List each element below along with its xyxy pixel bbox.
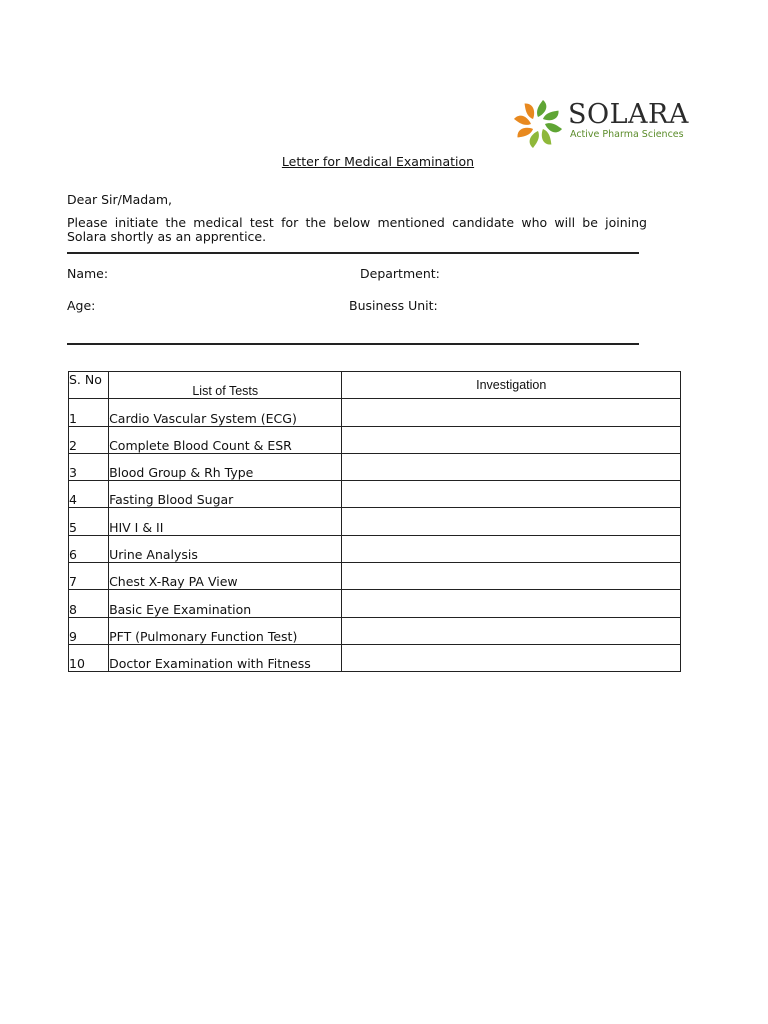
row-sno: 6 <box>69 535 109 562</box>
logo-petal <box>514 116 531 125</box>
row-sno: 2 <box>69 426 109 453</box>
row-test-name: PFT (Pulmonary Function Test) <box>109 617 342 644</box>
row-investigation-cell[interactable] <box>342 426 681 453</box>
row-sno: 7 <box>69 563 109 590</box>
logo-petal <box>537 100 546 117</box>
row-investigation-cell[interactable] <box>342 399 681 426</box>
row-test-name: Cardio Vascular System (ECG) <box>109 399 342 426</box>
company-logo <box>510 98 690 150</box>
table-row <box>69 426 681 453</box>
logo-wordmark: SOLARA <box>568 99 689 130</box>
table-row <box>69 399 681 426</box>
divider-top <box>67 252 639 254</box>
table-row <box>69 508 681 535</box>
row-investigation-cell[interactable] <box>342 617 681 644</box>
row-test-name: Fasting Blood Sugar <box>109 481 342 508</box>
row-test-name: Blood Group & Rh Type <box>109 453 342 480</box>
divider-bottom <box>67 343 639 345</box>
medical-tests-table <box>68 371 681 672</box>
row-sno: 5 <box>69 508 109 535</box>
row-test-name: Doctor Examination with Fitness <box>109 644 342 671</box>
row-investigation-cell[interactable] <box>342 481 681 508</box>
logo-petal <box>530 131 539 148</box>
table-row <box>69 453 681 480</box>
row-sno: 8 <box>69 590 109 617</box>
table-header-row <box>69 372 681 399</box>
table-row <box>69 590 681 617</box>
row-sno: 4 <box>69 481 109 508</box>
row-sno: 10 <box>69 644 109 671</box>
table-row <box>69 481 681 508</box>
name-label: Name: <box>67 266 109 281</box>
table-row <box>69 535 681 562</box>
row-test-name: Basic Eye Examination <box>109 590 342 617</box>
row-investigation-cell[interactable] <box>342 563 681 590</box>
age-label: Age: <box>67 298 96 313</box>
department-label: Department: <box>360 266 440 281</box>
row-test-name: Chest X-Ray PA View <box>109 563 342 590</box>
business-unit-label: Business Unit: <box>349 298 438 313</box>
logo-tagline: Active Pharma Sciences <box>570 129 684 140</box>
header-sno: S. No <box>69 372 109 399</box>
letter-title: Letter for Medical Examination <box>281 154 475 169</box>
row-test-name: HIV I & II <box>109 508 342 535</box>
row-investigation-cell[interactable] <box>342 535 681 562</box>
row-investigation-cell[interactable] <box>342 644 681 671</box>
header-investigation: Investigation <box>342 372 681 399</box>
row-sno: 9 <box>69 617 109 644</box>
row-sno: 1 <box>69 399 109 426</box>
header-list-of-tests: List of Tests <box>109 372 342 399</box>
row-investigation-cell[interactable] <box>342 453 681 480</box>
table-row <box>69 617 681 644</box>
logo-petal <box>545 123 562 132</box>
row-test-name: Complete Blood Count & ESR <box>109 426 342 453</box>
salutation: Dear Sir/Madam, <box>67 192 173 207</box>
table-row <box>69 644 681 671</box>
letter-body: Please initiate the medical test for the below mentioned candidate who will be joining Solara shortly as an apprentice. <box>67 215 647 244</box>
table-row <box>69 563 681 590</box>
row-investigation-cell[interactable] <box>342 590 681 617</box>
row-sno: 3 <box>69 453 109 480</box>
row-test-name: Urine Analysis <box>109 535 342 562</box>
row-investigation-cell[interactable] <box>342 508 681 535</box>
solara-flower-logo-icon <box>510 98 566 150</box>
